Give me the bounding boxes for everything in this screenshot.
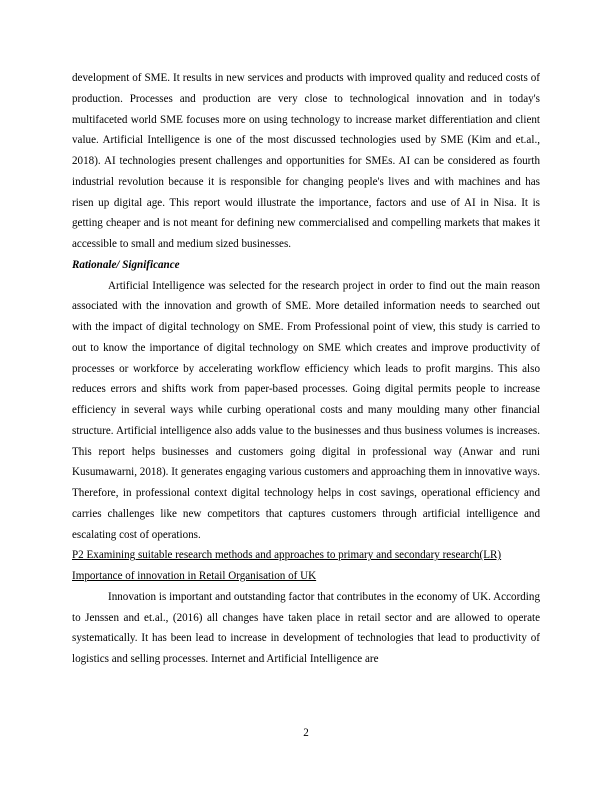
page-number: 2 — [303, 727, 309, 739]
body-paragraph: Innovation is important and outstanding factor that contributes in the economy of UK. According to Jenssen and et.al., (2016) all changes have taken place in retail sector and are allowed to operate systematically. It has been lead to increase in development of technologies that lead to productivity of logistics and selling processes. Internet and Artificial Intelligence are — [72, 590, 540, 665]
section-heading-p2: P2 Examining suitable research methods and approaches to primary and secondary research(LR) — [72, 549, 502, 562]
section-heading-rationale: Rationale/ Significance — [72, 258, 180, 271]
body-paragraph: development of SME. It results in new services and products with improved quality and reduced costs of production. Processes and production are very close to technological innovation and in today's multifaceted world SME focuses more on using technology to increase market differentiation and client value. Artificial Intelligence is one of the most discussed technologies used by SME (Kim and et.al., 2018). AI technologies present challenges and opportunities for SMEs. AI can be considered as fourth industrial revolution because it is responsible for changing people's lives and with machines and has risen up digital age. This report would illustrate the importance, factors and use of AI in Nisa. It is getting cheaper and is not meant for defining new commercialised and compelling markets that makes it accessible to small and medium sized businesses. — [72, 72, 540, 250]
section-heading-innovation: Importance of innovation in Retail Organisation of UK — [72, 570, 317, 582]
document-body — [72, 68, 540, 670]
body-paragraph: Artificial Intelligence was selected for the research project in order to find out the main reason associated with the innovation and growth of SME. More detailed information needs to searched out with the impact of digital technology on SME. From Professional point of view, this study is carried to out to know the importance of digital technology on SME which creates and improve productivity of processes or workforce by accelerating workflow efficiency which leads to profit margins. This also reduces errors and shifts work from paper-based processes. Going digital permits people to increase efficiency in several ways while curbing operational costs and many moulding many other financial structure. Artificial intelligence also adds value to the businesses and thus business volumes is increases. This report helps businesses and customers going digital in professional way (Anwar and runi Kusumawarni, 2018). It generates engaging various customers and approaching them in innovative ways. Therefore, in professional context digital technology helps in cost savings, operational efficiency and carries challenges like new competitors that captures customers through artificial intelligence and escalating cost of operations. — [72, 279, 540, 541]
